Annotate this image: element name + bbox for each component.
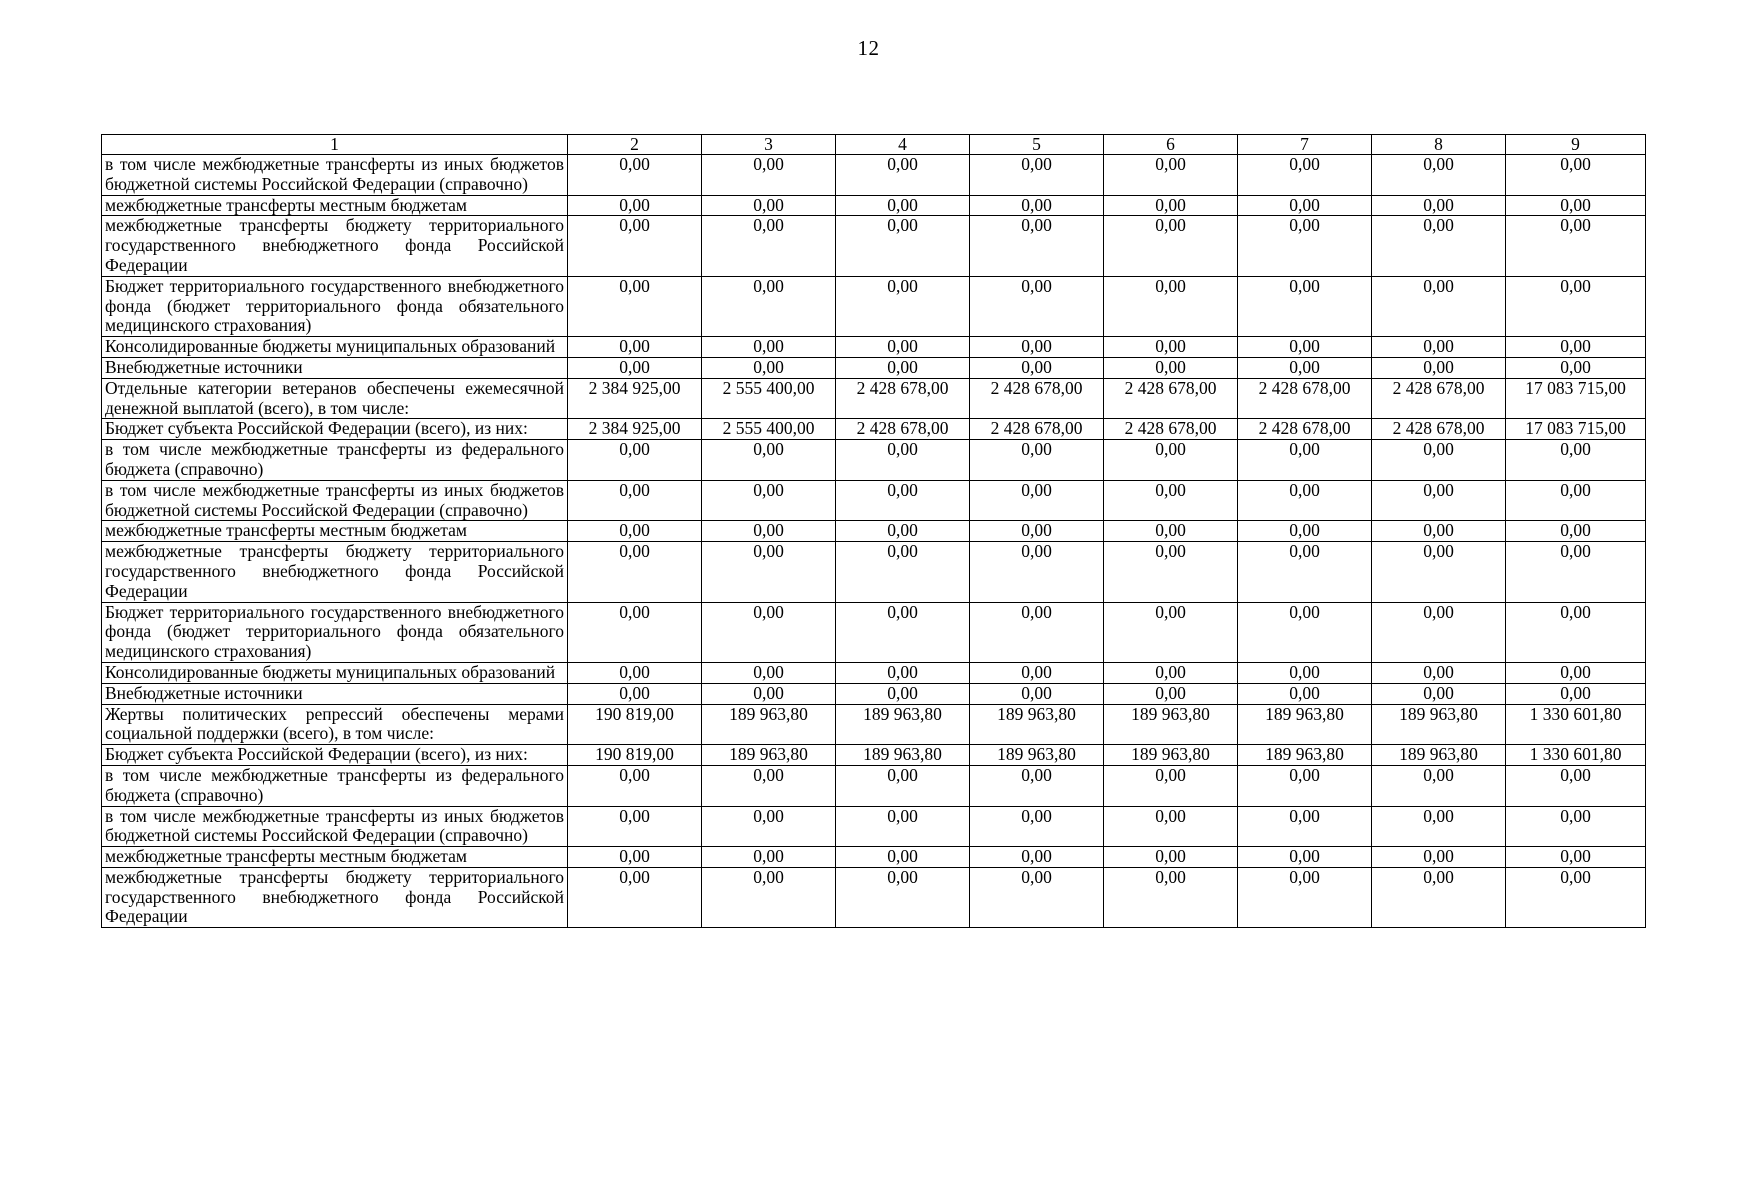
row-value-col-2: 190 819,00	[568, 704, 702, 745]
row-value-col-2: 0,00	[568, 357, 702, 378]
table-row	[102, 704, 1646, 745]
row-value-col-2: 0,00	[568, 216, 702, 276]
row-value-col-2: 0,00	[568, 440, 702, 481]
row-value-col-3: 0,00	[702, 847, 836, 868]
row-value-col-4: 0,00	[836, 602, 970, 662]
row-value-col-6: 0,00	[1104, 276, 1238, 336]
row-value-col-4: 0,00	[836, 337, 970, 358]
row-value-col-5: 0,00	[970, 806, 1104, 847]
row-value-col-3: 189 963,80	[702, 704, 836, 745]
row-value-col-4: 0,00	[836, 155, 970, 196]
row-value-col-4: 189 963,80	[836, 704, 970, 745]
row-value-col-3: 0,00	[702, 195, 836, 216]
row-value-col-8: 0,00	[1372, 521, 1506, 542]
row-value-col-4: 0,00	[836, 521, 970, 542]
column-number-header: 1	[102, 135, 568, 155]
row-value-col-6: 0,00	[1104, 521, 1238, 542]
row-value-col-2: 0,00	[568, 480, 702, 521]
row-value-col-9: 0,00	[1506, 195, 1646, 216]
row-label: межбюджетные трансферты местным бюджетам	[102, 195, 568, 216]
row-value-col-8: 0,00	[1372, 195, 1506, 216]
row-value-col-4: 0,00	[836, 847, 970, 868]
row-value-col-2: 0,00	[568, 806, 702, 847]
row-value-col-6: 189 963,80	[1104, 704, 1238, 745]
row-value-col-3: 0,00	[702, 602, 836, 662]
row-value-col-4: 0,00	[836, 276, 970, 336]
row-value-col-5: 0,00	[970, 155, 1104, 196]
row-label: Жертвы политических репрессий обеспечены мерами социальной поддержки (всего), в том числе:	[102, 704, 568, 745]
row-value-col-8: 0,00	[1372, 276, 1506, 336]
row-value-col-7: 0,00	[1238, 357, 1372, 378]
row-value-col-9: 0,00	[1506, 480, 1646, 521]
row-value-col-2: 2 384 925,00	[568, 378, 702, 419]
row-value-col-9: 0,00	[1506, 847, 1646, 868]
table-row	[102, 276, 1646, 336]
row-label: Внебюджетные источники	[102, 683, 568, 704]
row-value-col-8: 189 963,80	[1372, 704, 1506, 745]
row-value-col-9: 0,00	[1506, 867, 1646, 927]
table-row	[102, 521, 1646, 542]
table-row	[102, 337, 1646, 358]
row-value-col-9: 0,00	[1506, 357, 1646, 378]
row-value-col-2: 0,00	[568, 662, 702, 683]
column-number-header: 5	[970, 135, 1104, 155]
row-value-col-3: 0,00	[702, 155, 836, 196]
row-value-col-9: 0,00	[1506, 542, 1646, 602]
row-value-col-7: 0,00	[1238, 337, 1372, 358]
table-row	[102, 195, 1646, 216]
row-value-col-6: 0,00	[1104, 480, 1238, 521]
row-value-col-7: 0,00	[1238, 867, 1372, 927]
row-value-col-7: 0,00	[1238, 480, 1372, 521]
row-value-col-7: 0,00	[1238, 542, 1372, 602]
row-label: межбюджетные трансферты бюджету территориального государственного внебюджетного фонда Российской Федерации	[102, 216, 568, 276]
row-value-col-6: 0,00	[1104, 357, 1238, 378]
table-row	[102, 357, 1646, 378]
row-value-col-6: 0,00	[1104, 602, 1238, 662]
column-number-header: 4	[836, 135, 970, 155]
row-value-col-7: 2 428 678,00	[1238, 378, 1372, 419]
row-value-col-8: 0,00	[1372, 155, 1506, 196]
row-value-col-6: 0,00	[1104, 542, 1238, 602]
row-value-col-6: 0,00	[1104, 662, 1238, 683]
row-value-col-2: 0,00	[568, 337, 702, 358]
row-value-col-8: 2 428 678,00	[1372, 419, 1506, 440]
row-value-col-6: 0,00	[1104, 806, 1238, 847]
table-header-row	[102, 135, 1646, 155]
row-label: межбюджетные трансферты местным бюджетам	[102, 847, 568, 868]
row-value-col-2: 0,00	[568, 602, 702, 662]
row-value-col-7: 0,00	[1238, 440, 1372, 481]
row-value-col-8: 0,00	[1372, 440, 1506, 481]
table-row	[102, 542, 1646, 602]
row-value-col-6: 0,00	[1104, 765, 1238, 806]
row-value-col-9: 0,00	[1506, 155, 1646, 196]
row-value-col-8: 0,00	[1372, 216, 1506, 276]
table-row	[102, 683, 1646, 704]
row-value-col-7: 0,00	[1238, 806, 1372, 847]
row-value-col-9: 0,00	[1506, 683, 1646, 704]
table-row	[102, 480, 1646, 521]
row-value-col-5: 189 963,80	[970, 704, 1104, 745]
row-value-col-6: 0,00	[1104, 847, 1238, 868]
row-value-col-5: 0,00	[970, 765, 1104, 806]
row-value-col-6: 0,00	[1104, 867, 1238, 927]
row-value-col-8: 0,00	[1372, 765, 1506, 806]
row-value-col-6: 0,00	[1104, 337, 1238, 358]
row-value-col-7: 0,00	[1238, 521, 1372, 542]
row-value-col-2: 0,00	[568, 195, 702, 216]
row-value-col-8: 0,00	[1372, 867, 1506, 927]
row-label: Внебюджетные источники	[102, 357, 568, 378]
row-label: Бюджет субъекта Российской Федерации (всего), из них:	[102, 745, 568, 766]
row-value-col-8: 0,00	[1372, 847, 1506, 868]
column-number-header: 8	[1372, 135, 1506, 155]
row-value-col-8: 0,00	[1372, 662, 1506, 683]
budget-table	[101, 134, 1646, 928]
row-value-col-4: 0,00	[836, 216, 970, 276]
row-value-col-8: 0,00	[1372, 337, 1506, 358]
row-value-col-8: 0,00	[1372, 542, 1506, 602]
row-value-col-2: 0,00	[568, 276, 702, 336]
row-value-col-5: 2 428 678,00	[970, 378, 1104, 419]
row-value-col-3: 2 555 400,00	[702, 378, 836, 419]
row-value-col-7: 0,00	[1238, 683, 1372, 704]
row-value-col-3: 2 555 400,00	[702, 419, 836, 440]
row-label: межбюджетные трансферты бюджету территориального государственного внебюджетного фонда Российской Федерации	[102, 867, 568, 927]
row-value-col-3: 0,00	[702, 542, 836, 602]
row-value-col-7: 0,00	[1238, 765, 1372, 806]
row-value-col-9: 0,00	[1506, 440, 1646, 481]
row-value-col-7: 0,00	[1238, 216, 1372, 276]
row-value-col-9: 0,00	[1506, 765, 1646, 806]
row-value-col-6: 2 428 678,00	[1104, 378, 1238, 419]
row-label: межбюджетные трансферты местным бюджетам	[102, 521, 568, 542]
table-body	[102, 155, 1646, 928]
row-label: в том числе межбюджетные трансферты из федерального бюджета (справочно)	[102, 765, 568, 806]
table-row	[102, 806, 1646, 847]
row-value-col-2: 0,00	[568, 867, 702, 927]
row-value-col-9: 0,00	[1506, 662, 1646, 683]
row-value-col-4: 0,00	[836, 683, 970, 704]
row-value-col-6: 0,00	[1104, 216, 1238, 276]
row-value-col-5: 0,00	[970, 867, 1104, 927]
row-value-col-3: 0,00	[702, 440, 836, 481]
row-value-col-4: 2 428 678,00	[836, 378, 970, 419]
row-value-col-3: 0,00	[702, 765, 836, 806]
row-value-col-7: 0,00	[1238, 155, 1372, 196]
row-value-col-3: 0,00	[702, 806, 836, 847]
row-label: Бюджет территориального государственного внебюджетного фонда (бюджет территориального фонда обязательного медицинского страхования)	[102, 602, 568, 662]
row-value-col-6: 0,00	[1104, 195, 1238, 216]
row-value-col-9: 17 083 715,00	[1506, 419, 1646, 440]
row-label: межбюджетные трансферты бюджету территориального государственного внебюджетного фонда Российской Федерации	[102, 542, 568, 602]
row-value-col-5: 0,00	[970, 542, 1104, 602]
row-value-col-2: 2 384 925,00	[568, 419, 702, 440]
row-value-col-9: 1 330 601,80	[1506, 745, 1646, 766]
row-label: в том числе межбюджетные трансферты из иных бюджетов бюджетной системы Российской Федерации (справочно)	[102, 806, 568, 847]
row-value-col-8: 0,00	[1372, 806, 1506, 847]
row-value-col-6: 189 963,80	[1104, 745, 1238, 766]
row-label: в том числе межбюджетные трансферты из федерального бюджета (справочно)	[102, 440, 568, 481]
row-value-col-4: 0,00	[836, 867, 970, 927]
row-value-col-5: 0,00	[970, 440, 1104, 481]
row-value-col-9: 0,00	[1506, 276, 1646, 336]
row-value-col-9: 0,00	[1506, 806, 1646, 847]
row-value-col-9: 0,00	[1506, 337, 1646, 358]
row-value-col-8: 189 963,80	[1372, 745, 1506, 766]
row-label: в том числе межбюджетные трансферты из иных бюджетов бюджетной системы Российской Федерации (справочно)	[102, 155, 568, 196]
row-value-col-5: 0,00	[970, 847, 1104, 868]
row-value-col-5: 0,00	[970, 683, 1104, 704]
row-value-col-3: 0,00	[702, 357, 836, 378]
row-value-col-9: 0,00	[1506, 216, 1646, 276]
row-label: в том числе межбюджетные трансферты из иных бюджетов бюджетной системы Российской Федерации (справочно)	[102, 480, 568, 521]
column-number-header: 7	[1238, 135, 1372, 155]
table-row	[102, 867, 1646, 927]
table-row	[102, 847, 1646, 868]
row-value-col-4: 0,00	[836, 542, 970, 602]
row-value-col-5: 0,00	[970, 521, 1104, 542]
row-value-col-2: 0,00	[568, 521, 702, 542]
row-value-col-4: 0,00	[836, 765, 970, 806]
table-row	[102, 745, 1646, 766]
table-row	[102, 662, 1646, 683]
row-label: Бюджет субъекта Российской Федерации (всего), из них:	[102, 419, 568, 440]
row-value-col-8: 0,00	[1372, 683, 1506, 704]
row-value-col-3: 0,00	[702, 662, 836, 683]
row-label: Консолидированные бюджеты муниципальных образований	[102, 337, 568, 358]
row-label: Отдельные категории ветеранов обеспечены ежемесячной денежной выплатой (всего), в том числе:	[102, 378, 568, 419]
table-row	[102, 155, 1646, 196]
row-value-col-7: 0,00	[1238, 602, 1372, 662]
row-value-col-5: 0,00	[970, 195, 1104, 216]
table-row	[102, 216, 1646, 276]
row-value-col-3: 0,00	[702, 480, 836, 521]
row-value-col-5: 189 963,80	[970, 745, 1104, 766]
row-value-col-8: 0,00	[1372, 602, 1506, 662]
row-value-col-7: 0,00	[1238, 847, 1372, 868]
row-value-col-7: 0,00	[1238, 662, 1372, 683]
column-number-header: 9	[1506, 135, 1646, 155]
row-value-col-7: 189 963,80	[1238, 704, 1372, 745]
row-value-col-2: 0,00	[568, 765, 702, 806]
row-label: Бюджет территориального государственного внебюджетного фонда (бюджет территориального фонда обязательного медицинского страхования)	[102, 276, 568, 336]
row-value-col-7: 189 963,80	[1238, 745, 1372, 766]
row-value-col-4: 0,00	[836, 662, 970, 683]
row-label: Консолидированные бюджеты муниципальных образований	[102, 662, 568, 683]
row-value-col-4: 0,00	[836, 806, 970, 847]
row-value-col-2: 190 819,00	[568, 745, 702, 766]
row-value-col-9: 0,00	[1506, 602, 1646, 662]
column-number-header: 2	[568, 135, 702, 155]
row-value-col-2: 0,00	[568, 542, 702, 602]
table-row	[102, 419, 1646, 440]
row-value-col-2: 0,00	[568, 683, 702, 704]
row-value-col-8: 0,00	[1372, 480, 1506, 521]
row-value-col-9: 1 330 601,80	[1506, 704, 1646, 745]
row-value-col-3: 0,00	[702, 337, 836, 358]
row-value-col-6: 2 428 678,00	[1104, 419, 1238, 440]
row-value-col-3: 0,00	[702, 216, 836, 276]
table-row	[102, 602, 1646, 662]
row-value-col-7: 0,00	[1238, 276, 1372, 336]
row-value-col-2: 0,00	[568, 155, 702, 196]
row-value-col-3: 0,00	[702, 276, 836, 336]
page-number: 12	[857, 36, 880, 60]
row-value-col-5: 0,00	[970, 337, 1104, 358]
row-value-col-9: 17 083 715,00	[1506, 378, 1646, 419]
row-value-col-9: 0,00	[1506, 521, 1646, 542]
row-value-col-7: 2 428 678,00	[1238, 419, 1372, 440]
row-value-col-4: 189 963,80	[836, 745, 970, 766]
table-row	[102, 378, 1646, 419]
row-value-col-4: 0,00	[836, 357, 970, 378]
row-value-col-5: 2 428 678,00	[970, 419, 1104, 440]
row-value-col-5: 0,00	[970, 216, 1104, 276]
row-value-col-5: 0,00	[970, 276, 1104, 336]
row-value-col-6: 0,00	[1104, 683, 1238, 704]
row-value-col-8: 0,00	[1372, 357, 1506, 378]
row-value-col-5: 0,00	[970, 662, 1104, 683]
row-value-col-3: 0,00	[702, 521, 836, 542]
row-value-col-4: 0,00	[836, 195, 970, 216]
row-value-col-6: 0,00	[1104, 440, 1238, 481]
column-number-header: 6	[1104, 135, 1238, 155]
row-value-col-8: 2 428 678,00	[1372, 378, 1506, 419]
table-row	[102, 765, 1646, 806]
row-value-col-5: 0,00	[970, 480, 1104, 521]
row-value-col-4: 0,00	[836, 480, 970, 521]
row-value-col-5: 0,00	[970, 602, 1104, 662]
row-value-col-7: 0,00	[1238, 195, 1372, 216]
row-value-col-5: 0,00	[970, 357, 1104, 378]
row-value-col-4: 0,00	[836, 440, 970, 481]
row-value-col-2: 0,00	[568, 847, 702, 868]
row-value-col-3: 0,00	[702, 867, 836, 927]
column-number-header: 3	[702, 135, 836, 155]
row-value-col-3: 0,00	[702, 683, 836, 704]
row-value-col-4: 2 428 678,00	[836, 419, 970, 440]
row-value-col-6: 0,00	[1104, 155, 1238, 196]
table-row	[102, 440, 1646, 481]
row-value-col-3: 189 963,80	[702, 745, 836, 766]
